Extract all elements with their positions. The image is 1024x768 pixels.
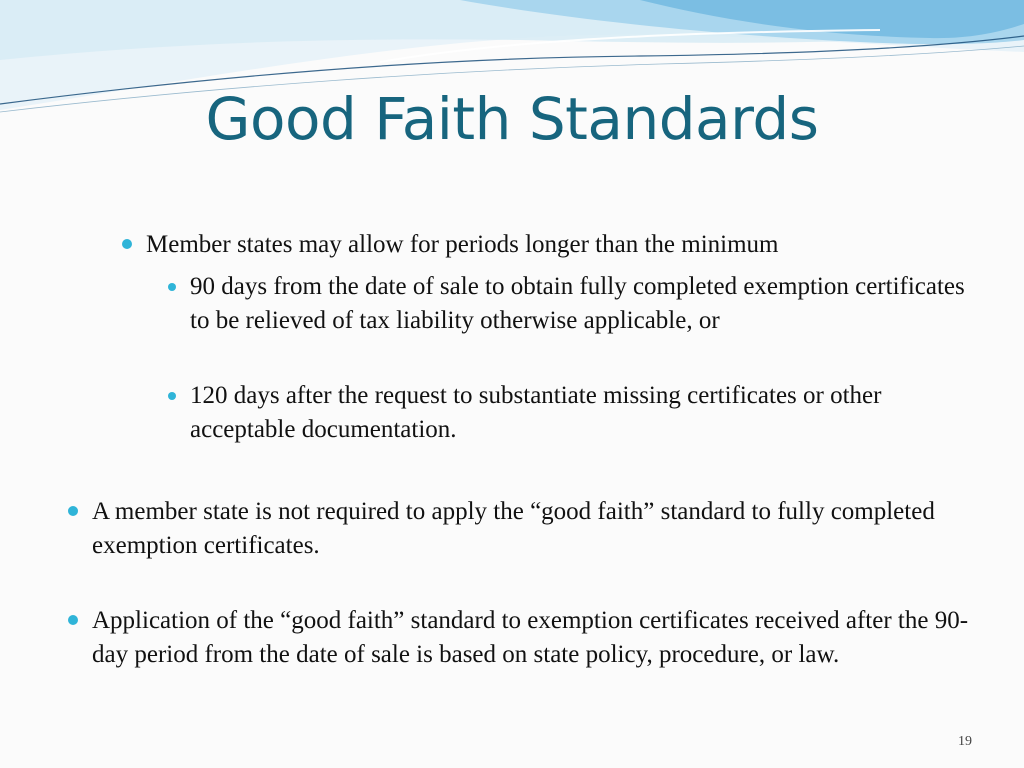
- sub-bullet: [190, 379, 970, 447]
- bullet-text: 90 days from the date of sale to obtain fully completed exemption certificates to be relieved of tax liability otherwise applicable, or: [190, 273, 965, 334]
- bullet-dot-icon: [68, 506, 78, 516]
- bullet-dot-icon: [168, 392, 176, 400]
- bullet-text: 120 days after the request to substantiate missing certificates or other acceptable documentation.: [190, 382, 882, 443]
- bullet-text: Application of the “good faith” standard to exemption certificates received after the 90-day period from the date of sale is based on state policy, procedure, or law.: [92, 607, 969, 668]
- bullet-dot-icon: [168, 283, 176, 291]
- bullet-text: Member states may allow for periods longer than the minimum: [146, 231, 779, 258]
- bullet-dot-icon: [122, 239, 132, 249]
- page-number: 19: [958, 734, 972, 749]
- slide-title: Good Faith Standards: [205, 85, 819, 153]
- main-bullet: [92, 495, 952, 563]
- bullet-text: A member state is not required to apply the “good faith” standard to fully completed exemption certificates.: [92, 498, 935, 559]
- subheading-bullet: [146, 228, 966, 262]
- main-bullet: [92, 604, 972, 672]
- bullet-dot-icon: [68, 615, 78, 625]
- sub-bullet: [190, 270, 970, 338]
